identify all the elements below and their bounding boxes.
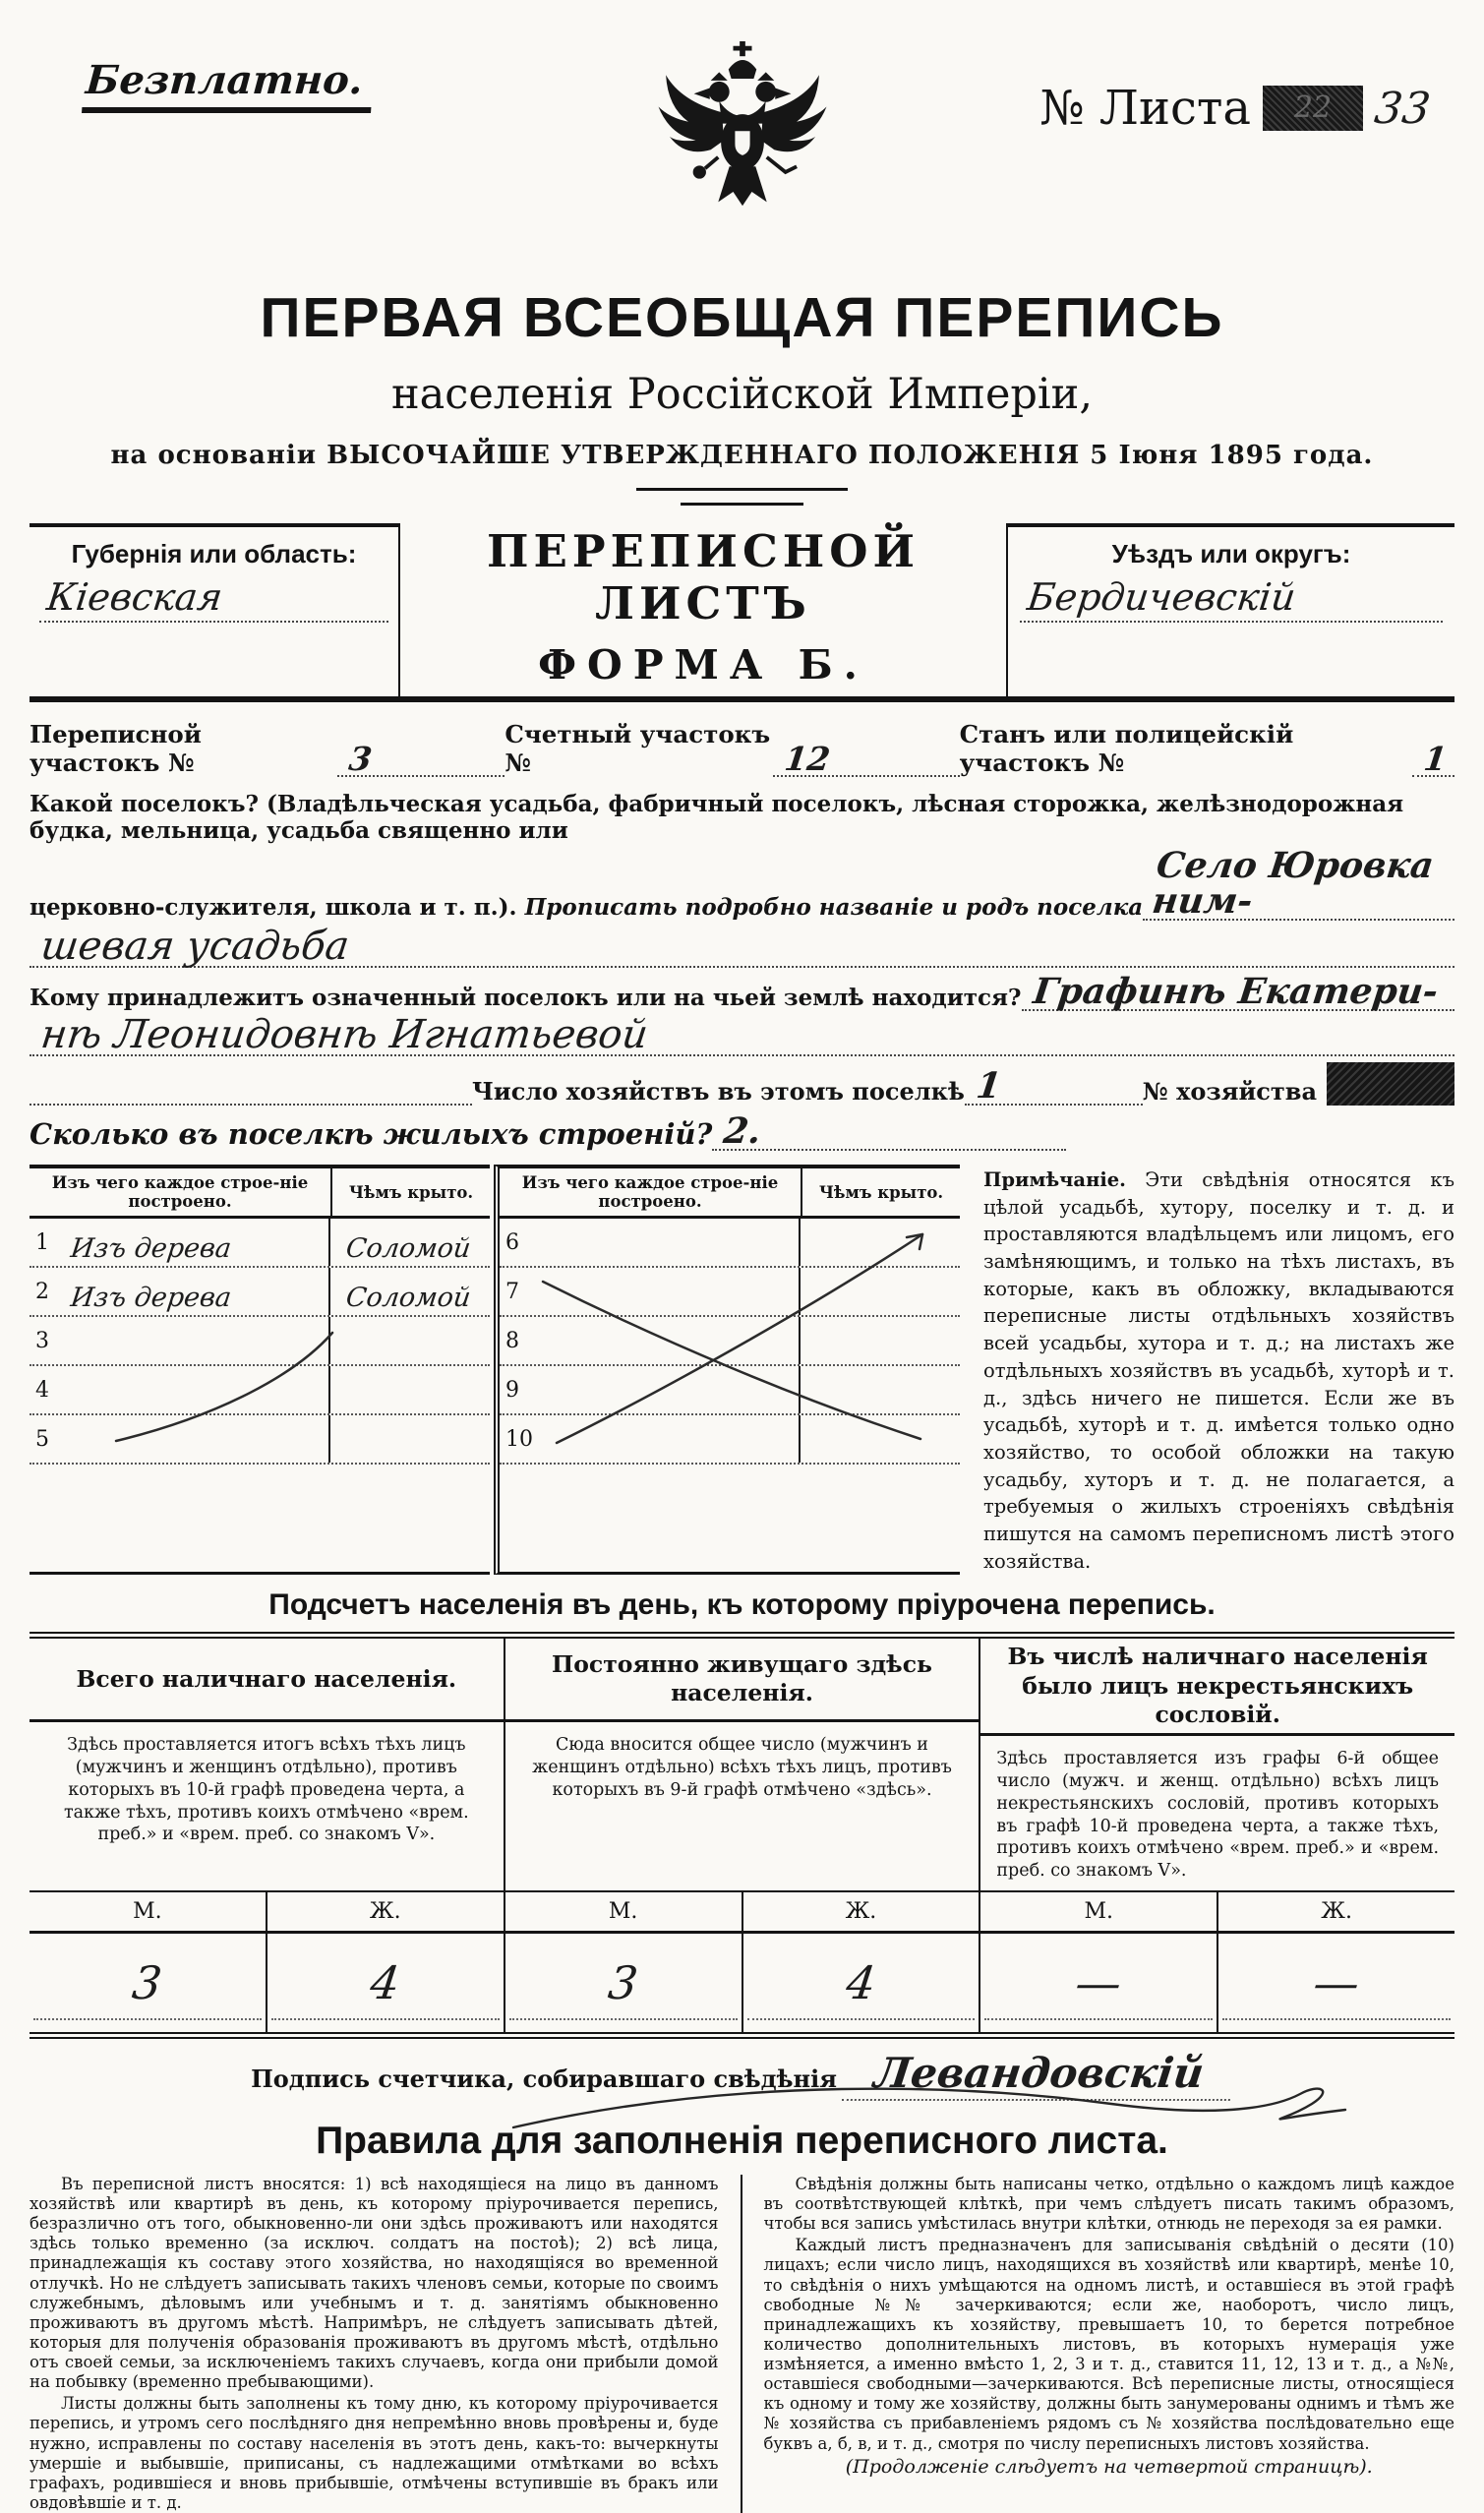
roof-column-header: Чѣмъ крыто.: [330, 1168, 490, 1216]
rules-paragraph: Въ переписной листъ вносятся: 1) всѣ находящіеся на лицо въ данномъ хозяйствѣ или квартирѣ въ день, къ которому пріурочивается перепись, безразлично отъ того, обыкновенно-ли они здѣсь проживаютъ или находятся здѣсь только временно (за исключ. солдатъ на постоѣ); 2) всѣ лица, принадлежащія къ составу этого хозяйства, но находящіяся во временной отлучкѣ. Но не слѣдуетъ записывать такихъ членовъ семьи, которые по своимъ служебнымъ, дѣловымъ или учебнымъ и т. д. занятіямъ обыкновенно проживаютъ въ другомъ мѣстѣ. Напримѣръ, не слѣдуетъ записывать дѣтей, которыя для полученія образованія проживаютъ въ другомъ мѣстѣ, отдѣльно отъ своей семьи, за исключеніемъ такихъ случаевъ, когда они прибыли домой на побывку (временно пребывающими).: [30, 2174, 719, 2392]
continuation-note: (Продолженіе слѣдуетъ на четвертой страницѣ).: [845, 2455, 1373, 2478]
table-row: 4: [30, 1366, 490, 1415]
households-count-field: 1: [965, 1068, 1143, 1106]
households-count-label: Число хозяйствъ въ этомъ поселкѣ: [472, 1077, 965, 1106]
buildings-note: [960, 1165, 1454, 1575]
table-row: 2 Изъ дерева Соломой: [30, 1268, 490, 1317]
table-row: 3: [30, 1317, 490, 1366]
male-female-subheader: [980, 1890, 1454, 1934]
female-label: Ж.: [1217, 1892, 1454, 1931]
rules-paragraph: Каждый листъ предназначенъ для записыванія свѣдѣній о десяти (10) лицахъ; если число лицъ, находящихся въ хозяйствѣ или квартирѣ, менѣе 10, то свѣдѣнія о нихъ умѣщаются на одномъ листѣ, и оставшіеся въ этой графѣ свободные №№ зачеркиваются; если же, наоборотъ, число лицъ, принадлежащихъ къ хозяйству, превышаетъ 10, то берется потребное количество дополнительныхъ листовъ, въ которыхъ нумерація уже измѣняется, а именно вмѣсто 1, 2, 3 и т. д., ставится 11, 12, 13 и т. д., а №№, оставшіеся свободными—зачеркиваются. Всѣ переписные листы, относящіеся къ одному и тому же хозяйству, должны быть занумерованы однимъ и тѣмъ же № хозяйства съ прибавленіемъ рядомъ съ № хозяйства послѣдовательно еще буквъ а, б, в, и т. д., смотря по числу переписныхъ листовъ хозяйства.: [763, 2236, 1454, 2453]
document-title: ПЕРВАЯ ВСЕОБЩАЯ ПЕРЕПИСЬ: [260, 286, 1224, 349]
sheet-number-label: № Листа: [1039, 81, 1251, 136]
precinct-line: [30, 720, 1454, 777]
table-row: 1 Изъ дерева Соломой: [30, 1219, 490, 1268]
police-precinct-label: Станъ или полицейскій участокъ №: [959, 720, 1294, 777]
settlement-question-label: Какой поселокъ?: [30, 791, 259, 817]
roof-column-header: Чѣмъ крыто.: [801, 1168, 960, 1216]
owner-line2: [30, 1011, 1454, 1056]
table-row: 10: [500, 1415, 960, 1465]
roof-entry: Соломой: [344, 1233, 473, 1264]
column-header: Всего наличнаго населенія.: [30, 1639, 504, 1722]
non-peasant-population-column: [979, 1639, 1454, 2032]
buildings-question-line: [30, 1110, 1454, 1152]
settlement-name-line2: [30, 921, 1454, 968]
column-description: Здѣсь проставляется изъ графы 6-й общее число (мужч. и женщ. отдѣльно) всѣхъ лицъ некрестьянскихъ сословій, противъ которыхъ въ графѣ 10-й проведена черта, а также тѣхъ, противъ коихъ отмѣчено «врем. преб.» и «врем. преб. со знакомъ V».: [996, 1749, 1440, 1882]
female-value: 4: [843, 1955, 879, 2009]
male-label: М.: [608, 1898, 638, 1924]
rules-heading: Правила для заполненія переписного листа.: [316, 2119, 1168, 2162]
household-number-redacted-value: [1327, 1062, 1454, 1106]
table-row: 5: [30, 1415, 490, 1465]
imperial-eagle-icon: [649, 41, 836, 232]
female-value: —: [1310, 1955, 1363, 2009]
table-row: 8: [500, 1317, 960, 1366]
count-precinct-label: Счетный участокъ №: [505, 720, 771, 777]
column-description: Здѣсь проставляется итогъ всѣхъ тѣхъ лицъ (мужчинъ и женщинъ отдѣльно), противъ которыхъ въ 10-й графѣ проведена черта, а также тѣхъ, противъ коихъ отмѣчено «врем. преб.» и «врем. преб. со знакомъ V».: [63, 1735, 469, 1845]
material-column-header: Изъ чего каждое строе-ніе построено.: [521, 1173, 779, 1211]
rules-paragraph: Листы должны быть заполнены къ тому дню, къ которому пріурочивается перепись, и утромъ сего послѣдняго дня непремѣнно вновь провѣрены и, буде нужно, исправлены по составу населенія въ этотъ день, какъ-то: вычеркнуты умершіе и выбывшіе, приписаны, съ надлежащими отмѣтками во всѣхъ графахъ, родившіеся и вновь прибывшіе, отмѣчены вступившіе въ бракъ или овдовѣвшіе и т. д.: [30, 2394, 719, 2512]
male-female-subheader: [30, 1890, 504, 1934]
governorate-value: Кіевская: [44, 575, 225, 619]
present-population-column: [30, 1639, 504, 2032]
sheet-number-value: 33: [1371, 83, 1434, 134]
male-value: —: [1072, 1955, 1125, 2009]
roof-entry: Соломой: [344, 1283, 473, 1313]
settlement-question-line1: [30, 791, 1454, 844]
signature-label: Подпись счетчика, собиравшаго свѣдѣнія: [251, 2064, 837, 2093]
settlement-question-line2: [30, 845, 1454, 922]
male-label: М.: [133, 1898, 162, 1924]
permanent-population-column: [504, 1639, 979, 2032]
owner-field-2: нѣ Леонидовнѣ Игнатьевой: [30, 1015, 1454, 1056]
page-header: [30, 0, 1454, 290]
rules-right-column: [742, 2175, 1455, 2513]
legal-basis-line: на основаніи ВЫСОЧАЙШЕ УТВЕРЖДЕННАГО ПОЛОЖЕНІЯ 5 Іюня 1895 года.: [110, 441, 1374, 470]
buildings-table-right-body: [500, 1219, 960, 1465]
table-row: 6: [500, 1219, 960, 1268]
form-title: ПЕРЕПИСНОЙ ЛИСТЪ: [487, 525, 920, 629]
census-precinct-field: 3: [337, 743, 505, 777]
sheet-number-block: [1039, 81, 1434, 136]
material-entry: Изъ дерева: [69, 1233, 233, 1264]
household-number-label: № хозяйства: [1142, 1077, 1317, 1106]
police-precinct-field: 1: [1412, 743, 1454, 777]
rules-left-column: [30, 2175, 742, 2513]
settlement-name-field: Село Юровка ним-: [1143, 848, 1454, 921]
note-title: Примѣчаніе.: [983, 1168, 1126, 1191]
owner-field: Графинѣ Екатери-: [1022, 974, 1454, 1011]
value-row: [980, 1934, 1454, 2032]
value-row: [30, 1934, 504, 2032]
buildings-question-label: Сколько въ поселкѣ жилыхъ строеній?: [30, 1117, 713, 1151]
buildings-table-left-body: [30, 1219, 490, 1465]
free-of-charge-label: Безплатно.: [82, 57, 375, 113]
governorate-box: [30, 523, 400, 696]
settlement-question-paren2: церковно-служителя, школа и т. п.).: [30, 894, 517, 921]
uyezd-label: Уѣздъ или округъ:: [1111, 539, 1351, 568]
owner-question-label: Кому принадлежитъ означенный поселокъ или на чьей землѣ находится?: [30, 985, 1022, 1011]
male-female-subheader: [505, 1890, 979, 1934]
form-header-band: [30, 523, 1454, 702]
female-value: 4: [367, 1955, 403, 2009]
census-precinct-label: Переписной участокъ №: [30, 720, 202, 777]
rules-paragraph: Свѣдѣнія должны быть написаны четко, отдѣльно о каждомъ лицѣ каждое въ соотвѣтствующей клѣткѣ, при чемъ слѣдуетъ писать такимъ образомъ, чтобы вся запись умѣстилась внутри клѣтки, отнюдь не переходя за ея рамки.: [763, 2174, 1454, 2234]
column-header: Постоянно живущаго здѣсь населенія.: [505, 1639, 979, 1722]
male-label: М.: [1084, 1898, 1114, 1924]
settlement-instruction: Прописать подробно названіе и родъ поселка: [524, 894, 1144, 921]
buildings-count-field: 2.: [712, 1113, 1066, 1151]
table-row: 9: [500, 1366, 960, 1415]
buildings-table-right: [494, 1165, 960, 1575]
divider-rule: [636, 488, 848, 491]
settlement-question-paren1: (Владѣльческая усадьба, фабричный поселокъ, лѣсная сторожка, желѣзнодорожная будка, мельница, усадьба священно или: [30, 791, 1404, 844]
document-subtitle: населенія Россійской Имперіи,: [390, 370, 1094, 419]
female-label: Ж.: [266, 1892, 504, 1931]
uyezd-value: Бердичевскій: [1025, 575, 1298, 619]
form-type: ФОРМА Б.: [538, 641, 868, 688]
divider-rule: [681, 503, 803, 506]
column-description: Сюда вносится общее число (мужчинъ и женщинъ отдѣльно) всѣхъ тѣхъ лицъ, противъ которыхъ въ 9-й графѣ отмѣчено «здѣсь».: [532, 1735, 952, 1800]
count-precinct-field: 12: [773, 743, 960, 777]
value-row: [505, 1934, 979, 2032]
uyezd-box: [1006, 523, 1454, 696]
owner-question-line: [30, 971, 1454, 1012]
sheet-number-struck-value: 22: [1263, 86, 1363, 131]
form-title-box: [400, 523, 1006, 696]
households-line: [30, 1062, 1454, 1106]
rules-columns: [30, 2175, 1454, 2513]
male-value: 3: [129, 1955, 165, 2009]
buildings-table-left: [30, 1165, 490, 1575]
table-row: 7: [500, 1268, 960, 1317]
material-entry: Изъ дерева: [69, 1283, 233, 1313]
material-column-header: Изъ чего каждое строе-ніе построено.: [51, 1173, 309, 1211]
male-value: 3: [605, 1955, 641, 2009]
population-count-table: [30, 1632, 1454, 2039]
enumerator-signature-line: [30, 2049, 1454, 2106]
column-header: Въ числѣ наличнаго населенія было лицъ некрестьянскихъ сословій.: [980, 1639, 1454, 1736]
female-label: Ж.: [742, 1892, 979, 1931]
count-section-heading: Подсчетъ населенія въ день, къ которому пріурочена перепись.: [268, 1588, 1216, 1622]
buildings-table-right-header: [500, 1168, 960, 1219]
buildings-table-left-header: [30, 1168, 490, 1219]
buildings-table-section: [30, 1165, 1454, 1575]
leader-dots: [30, 1104, 472, 1106]
enumerator-signature: Левандовскій: [842, 2049, 1236, 2101]
governorate-label: Губернія или область:: [71, 539, 357, 568]
settlement-name-field-2: шевая усадьба: [30, 927, 1454, 968]
note-text: Эти свѣдѣнія относятся къ цѣлой усадьбѣ, хутору, поселку и т. д. и проставляются владѣльцемъ или лицомъ, его замѣняющимъ, и только на тѣхъ листахъ, въ которые, какъ въ обложку, вкладываются переписные листы отдѣльныхъ хозяйствъ всей усадьбы, хутора и т. д.; на листахъ же отдѣльныхъ хозяйствъ въ усадьбѣ, хуторѣ и т. д., здѣсь ничего не пишется. Если же въ усадьбѣ, хуторѣ и т. д. имѣется только одно хозяйство, то особой обложки на такую усадьбу, хуторъ и т. д. не полагается, а требуемыя о жилыхъ строеніяхъ свѣдѣнія пишутся на самомъ переписномъ листѣ этого хозяйства.: [983, 1168, 1454, 1573]
census-sheet-page: [30, 0, 1454, 2513]
